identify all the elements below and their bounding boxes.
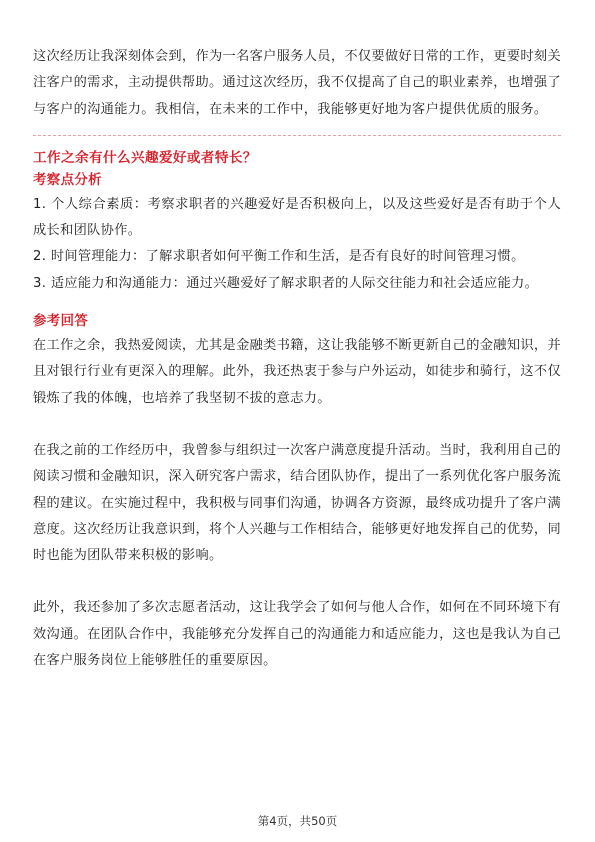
- spacer: [33, 297, 561, 311]
- answer-paragraph: 在我之前的工作经历中，我曾参与组织过一次客户满意度提升活动。当时，我利用自己的阅读习惯和金融知识，深入研究客户需求，结合团队协作，提出了一系列优化客户服务流程的建议。在实施过程中，我积极与同事们沟通，协调各方资源，最终成功提升了客户满意度。这次经历让我意识到，将个人兴趣与工作相结合，能够更好地发挥自己的优势，同时也能为团队带来积极的影响。: [33, 442, 561, 564]
- answer-paragraph: 在工作之余，我热爱阅读，尤其是金融类书籍，这让我能够不断更新自己的金融知识，并且对银行行业有更深入的理解。此外，我还热衷于参与户外运动，如徒步和骑行，这不仅锻炼了我的体魄，也培养了我坚韧不拔的意志力。: [33, 338, 561, 406]
- spacer: [33, 569, 561, 595]
- spacer: [33, 412, 561, 438]
- page-number: 第4页，共50页: [257, 814, 338, 828]
- analysis-list: [33, 192, 561, 297]
- document-page: [33, 44, 561, 674]
- answer-title: 参考回答: [33, 314, 89, 330]
- section-divider: [33, 135, 561, 136]
- analysis-item: 3. 适应能力和沟通能力：通过兴趣爱好了解求职者的人际交往能力和社会适应能力。: [33, 275, 539, 291]
- intro-paragraph: 这次经历让我深刻体会到，作为一名客户服务人员，不仅要做好日常的工作，更要时刻关注客户的需求，主动提供帮助。通过这次经历，我不仅提高了自己的职业素养，也增强了与客户的沟通能力。我相信，在未来的工作中，我能够更好地为客户提供优质的服务。: [33, 49, 561, 117]
- analysis-item: 1. 个人综合素质：考察求职者的兴趣爱好是否积极向上，以及这些爱好是否有助于个人成长和团队协作。: [33, 196, 561, 239]
- question-heading: 工作之余有什么兴趣爱好或者特长？: [33, 149, 257, 166]
- analysis-item: 2. 时间管理能力：了解求职者如何平衡工作和生活，是否有良好的时间管理习惯。: [33, 249, 525, 265]
- analysis-title: 考察点分析: [33, 172, 102, 188]
- answer-paragraph: 此外，我还参加了多次志愿者活动，这让我学会了如何与他人合作，如何在不同环境下有效沟通。在团队合作中，我能够充分发挥自己的沟通能力和适应能力，这也是我认为自己在客户服务岗位上能够胜任的重要原因。: [33, 600, 561, 669]
